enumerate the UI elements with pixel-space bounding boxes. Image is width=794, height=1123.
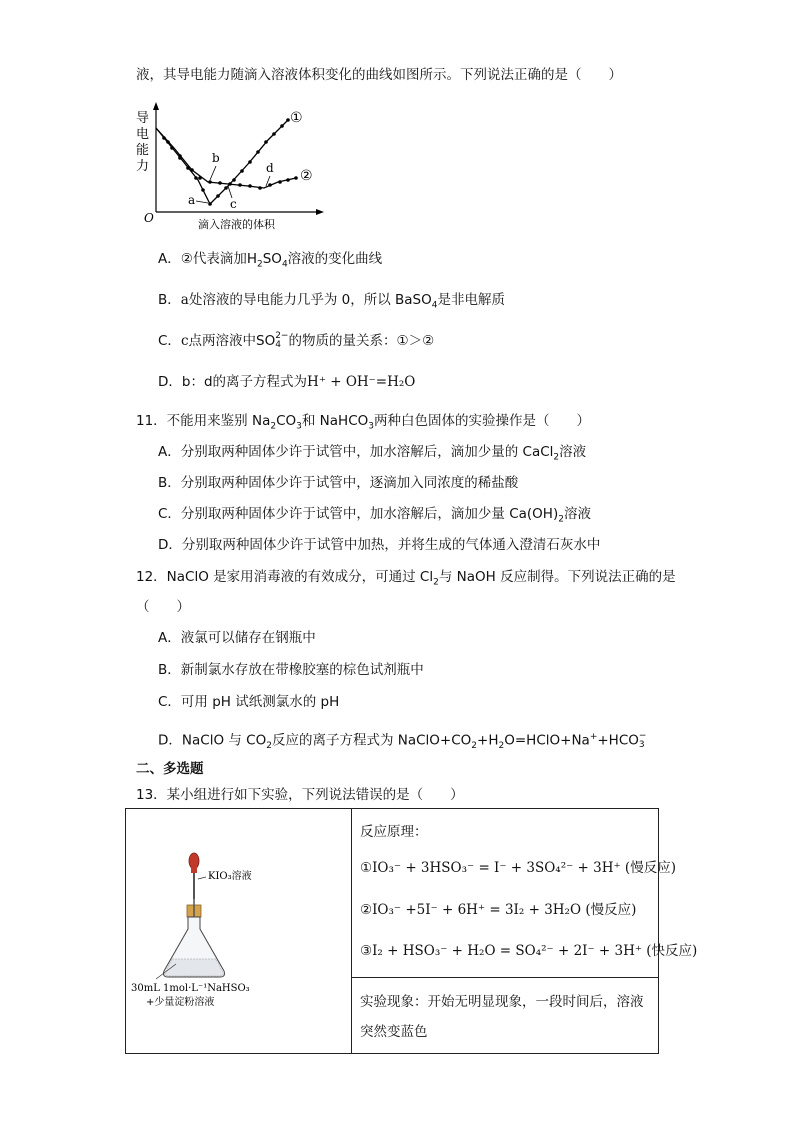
curve-2-label: ② [300, 168, 313, 184]
y-axis-label-char: 导 [136, 111, 150, 126]
flask-label-2: +少量淀粉溶液 [146, 997, 215, 1008]
q12-stem-blank: （ ） [136, 599, 190, 615]
point-a-label: a [188, 193, 196, 207]
q10-d-text: D．b：d的离子方程式为 [158, 374, 308, 390]
q11-option-c[interactable] [158, 505, 591, 529]
curve-1-label: ① [290, 110, 303, 126]
q10-c-text: 点两溶液中SO [188, 333, 276, 349]
subscript: 2 [553, 452, 560, 463]
q12-stem-text: 12．NaClO 是家用消毒液的有效成分，可通过 Cl [136, 569, 434, 585]
q10-c-text: c [180, 333, 189, 349]
y-axis-label-char: 能 [136, 143, 150, 158]
q11-option-b[interactable]: B．分别取两种固体少许于试管中，逐滴加入同浓度的稀盐酸 [158, 475, 519, 491]
subscript: 3 [296, 421, 302, 432]
dropper-label: KIO₃溶液 [208, 871, 252, 882]
y-axis-label-char: 力 [136, 159, 150, 174]
q12-stem-text: 与 NaOH 反应制得。下列说法正确的是 [438, 569, 676, 585]
subscript: 4 [275, 340, 281, 350]
reaction-3: ③I₂ + HSO₃⁻ + H₂O = SO₄²⁻ + 2I⁻ + 3H⁺ (快反应) [360, 943, 698, 959]
q11-option-a[interactable] [158, 443, 586, 467]
subscript: 2 [266, 741, 272, 752]
subscript: 3 [368, 421, 374, 432]
q10-c-text: 的物质的量关系：①＞② [288, 333, 435, 349]
q10-b-text: B． [158, 292, 181, 308]
principle-title: 反应原理： [360, 824, 428, 840]
question-10-stem-continued: 液，其导电能力随滴入溶液体积变化的曲线如图所示。下列说法正确的是（ ） [136, 67, 622, 83]
subscript: 4 [281, 259, 288, 270]
q12-d-text: 反应的离子方程式为 NaClO+CO [271, 732, 472, 749]
q11-stem-text: 和 NaHCO [301, 413, 369, 429]
q12-d-text: O=HClO+Na [504, 732, 590, 749]
q11-c-text: C．分别取两种固体少许于试管中，加水溶解后，滴加少量 Ca(OH) [158, 506, 559, 522]
section-heading: 二、多选题 [136, 761, 204, 777]
q11-stem [136, 412, 590, 436]
q12-d-text: D．NaClO 与 CO [158, 732, 267, 749]
q10-a-text: SO [262, 251, 282, 267]
reaction-1: ①IO₃⁻ + 3HSO₃⁻ = I⁻ + 3SO₄²⁻ + 3H⁺ (慢反应) [360, 860, 676, 876]
subscript: 2 [257, 259, 263, 270]
table-divider [351, 977, 658, 978]
q10-b-text: 处溶液的导电能力几乎为 0，所以 BaSO [188, 292, 432, 308]
subscript: 4 [431, 300, 438, 311]
subscript: 2 [270, 421, 277, 432]
superscript: − [638, 730, 647, 741]
q10-a-text: A．②代表滴加H [158, 251, 257, 267]
table-divider [351, 809, 352, 1053]
superscript: 2− [275, 331, 289, 341]
q11-a-text: A．分别取两种固体少许于试管中，加水溶解后，滴加少量的 CaCl [158, 444, 554, 460]
q10-a-text: 溶液的变化曲线 [287, 251, 383, 267]
subscript: 2 [558, 514, 564, 525]
subscript: 2 [433, 577, 439, 588]
flask-apparatus-illustration [126, 809, 351, 1055]
point-b-label: b [212, 151, 220, 165]
q10-b-text: a [180, 292, 189, 308]
point-d-label: d [266, 161, 274, 175]
q11-stem-text: CO [276, 413, 297, 429]
subscript: 3 [638, 739, 645, 750]
reaction-2: ②IO₃⁻ +5I⁻ + 6H⁺ = 3I₂ + 3H₂O (慢反应) [360, 902, 637, 918]
conductivity-graph [128, 100, 328, 230]
q12-d-text: +HCO [597, 732, 639, 749]
phenomenon-line-2: 突然变蓝色 [360, 1024, 428, 1040]
x-axis-label: 滴入溶液的体积 [198, 218, 275, 230]
q11-option-d[interactable]: D．分别取两种固体少许于试管中加热，并将生成的气体通入澄清石灰水中 [158, 537, 601, 553]
q11-c-text: 溶液 [563, 506, 591, 522]
q10-option-b[interactable] [158, 291, 505, 315]
y-axis-label-char: 电 [136, 127, 150, 142]
q11-stem-text: 11．不能用来鉴别 Na [136, 413, 271, 429]
q10-option-c[interactable] [158, 332, 434, 350]
q12-option-a[interactable]: A．液氯可以储存在钢瓶中 [158, 630, 316, 646]
q12-d-text: +H [477, 732, 499, 749]
q10-option-d[interactable] [158, 373, 415, 391]
experiment-table [125, 808, 698, 1054]
subscript: 2 [498, 741, 505, 752]
flask-label-1: 30mL 1mol·L⁻¹NaHSO₃ [131, 983, 250, 994]
q10-option-a[interactable] [158, 250, 382, 274]
q10-c-text: C． [158, 333, 181, 349]
origin-label: O [144, 211, 154, 225]
phenomenon-line-1: 实验现象：开始无明显现象，一段时间后，溶液 [360, 994, 644, 1010]
q10-d-equation: H⁺ + OH⁻=H₂O [307, 374, 416, 390]
superscript: + [589, 732, 598, 742]
q10-b-text: 是非电解质 [437, 292, 505, 308]
q12-option-b[interactable]: B．新制氯水存放在带橡胶塞的棕色试剂瓶中 [158, 662, 424, 678]
q12-option-c[interactable]: C．可用 pH 试纸测氯水的 pH [158, 694, 340, 710]
q12-option-d[interactable] [158, 728, 646, 755]
q12-stem [136, 568, 676, 592]
point-c-label: c [230, 197, 237, 211]
q13-stem: 13．某小组进行如下实验，下列说法错误的是（ ） [136, 787, 464, 803]
q11-a-text: 溶液 [559, 444, 587, 460]
subscript: 2 [471, 741, 478, 752]
q11-stem-text: 两种白色固体的实验操作是（ ） [373, 413, 590, 429]
